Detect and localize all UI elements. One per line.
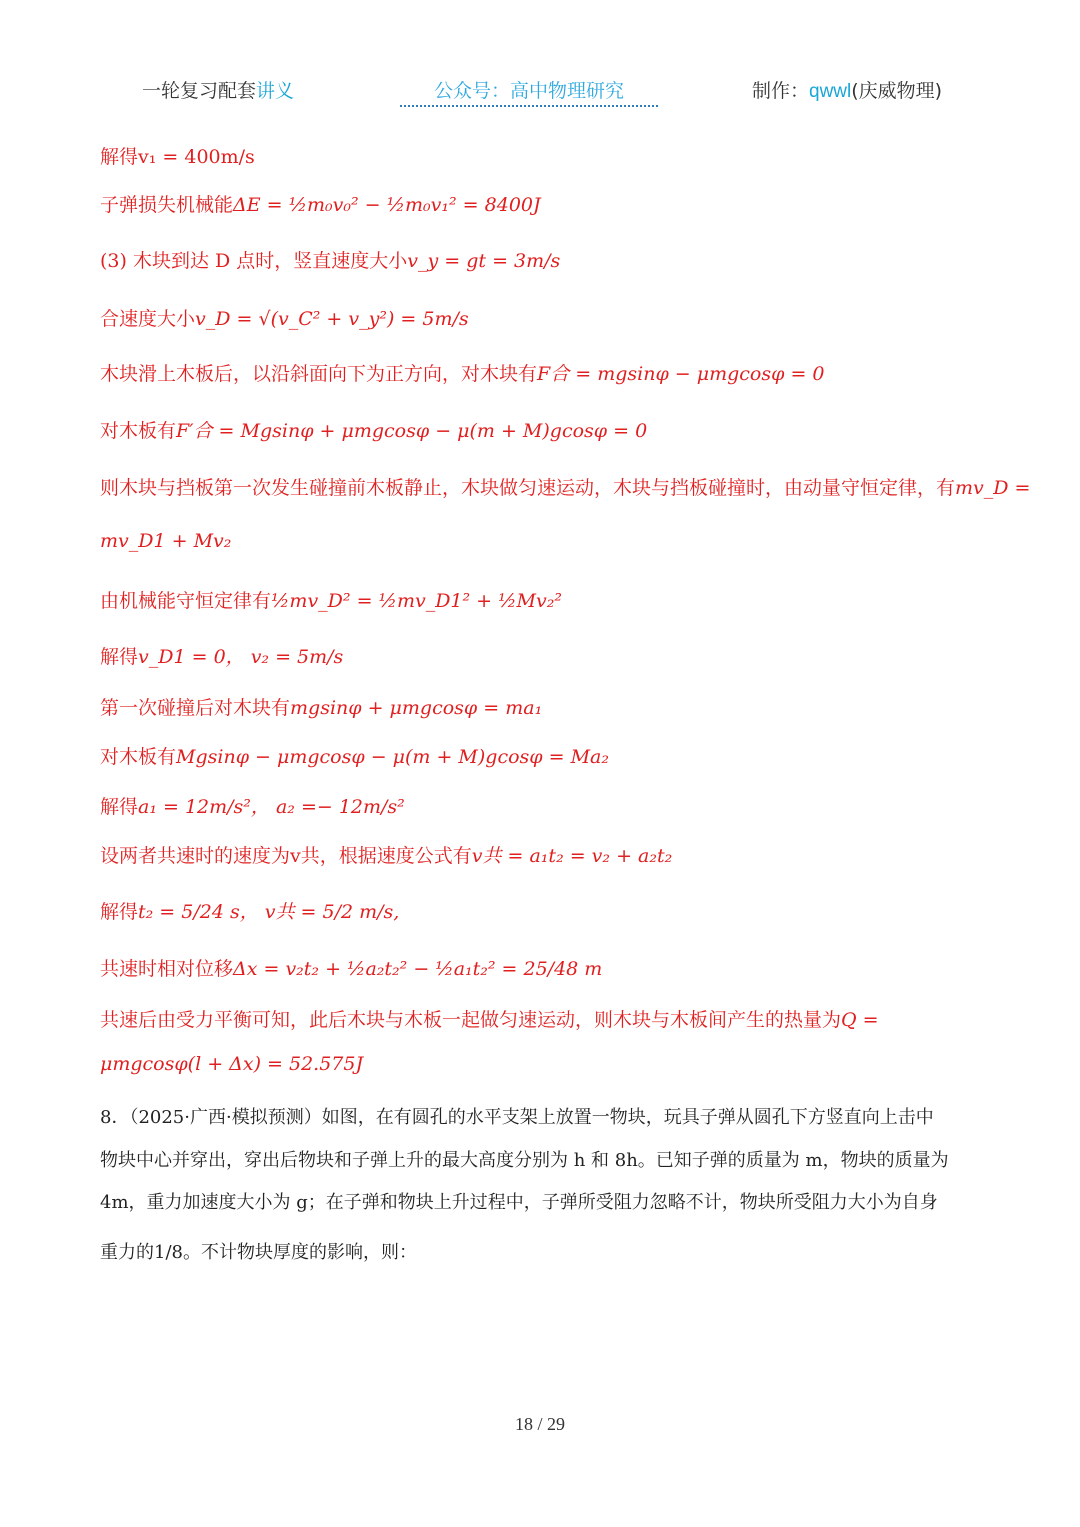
line-12-math: Mgsinφ − μmgcosφ − μ(m + M)gcosφ = Ma₂ — [176, 746, 609, 768]
page-header — [0, 72, 1080, 108]
line-2-text: 子弹损失机械能 — [100, 194, 234, 216]
solution-line-10 — [100, 642, 343, 669]
solution-line-4 — [100, 304, 469, 331]
solution-line-9 — [100, 586, 562, 613]
line-17-text: 共速后由受力平衡可知，此后木块与木板一起做匀速运动，则木块与木板间产生的热量为 — [100, 1009, 842, 1031]
header-left-suffix: 讲义 — [256, 80, 295, 102]
solution-line-18 — [100, 1053, 363, 1075]
line-2-math: ΔE = ½m₀v₀² − ½m₀v₁² = 8400J — [233, 194, 541, 216]
line-16-math: Δx = v₂t₂ + ½a₂t₂² − ½a₁t₂² = 25/48 m — [233, 958, 603, 980]
solution-line-15 — [100, 897, 399, 924]
line-6-math: F′合 = Mgsinφ + μmgcosφ − μ(m + M)gcosφ = 0 — [176, 420, 648, 442]
line-3-text: (3) 木块到达 D 点时，竖直速度大小 — [100, 250, 408, 272]
header-right-prefix: 制作： — [752, 80, 810, 102]
line-6-text: 对木板有 — [100, 420, 177, 442]
solution-line-6 — [100, 416, 647, 443]
line-11-text: 第一次碰撞后对木块有 — [100, 697, 291, 719]
line-14-math: v共 = a₁t₂ = v₂ + a₂t₂ — [471, 845, 673, 867]
solution-line-1 — [100, 142, 255, 169]
header-right-brand: qwwl — [809, 81, 852, 102]
line-11-math: mgsinφ + μmgcosφ = ma₁ — [290, 697, 543, 719]
header-right — [752, 76, 942, 103]
header-center-link[interactable]: 公众号：高中物理研究 — [400, 76, 658, 107]
question-line-1: 8．（2025·广西·模拟预测）如图，在有圆孔的水平支架上放置一物块，玩具子弹从圆孔下方竖直向上击中 — [100, 1107, 934, 1128]
line-14-text: 设两者共速时的速度为v共，根据速度公式有 — [100, 845, 472, 867]
solution-line-13 — [100, 792, 405, 819]
line-4-text: 合速度大小 — [100, 308, 196, 330]
solution-line-7 — [100, 473, 1030, 500]
question-line-3: 4m，重力加速度大小为 g；在子弹和物块上升过程中，子弹所受阻力忽略不计，物块所受阻力大小为自身 — [100, 1192, 938, 1213]
line-7-text: 则木块与挡板第一次发生碰撞前木板静止，木块做匀速运动，木块与挡板碰撞时，由动量守恒定律，有 — [100, 477, 956, 499]
page-number: 18 / 29 — [514, 1414, 565, 1434]
line-9-text: 由机械能守恒定律有 — [100, 590, 272, 612]
line-5-text: 木块滑上木板后，以沿斜面向下为正方向，对木块有 — [100, 363, 538, 385]
line-15-math: t₂ = 5/24 s， v共 = 5/2 m/s, — [138, 901, 400, 923]
solution-line-11 — [100, 693, 542, 720]
solution-line-14 — [100, 841, 672, 868]
solution-line-12 — [100, 742, 609, 769]
line-17-math: Q = — [841, 1009, 879, 1031]
line-4-math: v_D = √(v_C² + v_y²) = 5m/s — [195, 308, 469, 330]
line-3-math: v_y = gt = 3m/s — [407, 250, 561, 272]
question-line-4: 重力的1/8。不计物块厚度的影响，则： — [100, 1242, 417, 1263]
line-13-text: 解得 — [100, 796, 139, 818]
line-16-text: 共速时相对位移 — [100, 958, 234, 980]
solution-line-3 — [100, 246, 560, 273]
question-line-2: 物块中心并穿出，穿出后物块和子弹上升的最大高度分别为 h 和 8h。已知子弹的质量为 m，物块的质量为 — [100, 1150, 949, 1171]
line-12-text: 对木板有 — [100, 746, 177, 768]
line-10-text: 解得 — [100, 646, 139, 668]
solution-line-5 — [100, 359, 825, 386]
solution-line-8 — [100, 530, 231, 552]
line-8-math: mv_D1 + Mv₂ — [100, 530, 232, 552]
line-15-text: 解得 — [100, 901, 139, 923]
solution-line-16 — [100, 954, 602, 981]
line-18-math: μmgcosφ(l + Δx) = 52.575J — [100, 1053, 364, 1075]
solution-line-17 — [100, 1005, 879, 1032]
header-left — [142, 76, 294, 103]
line-9-math: ½mv_D² = ½mv_D1² + ½Mv₂² — [271, 590, 562, 612]
line-7-math: mv_D = — [955, 477, 1031, 499]
line-13-math: a₁ = 12m/s²， a₂ =− 12m/s² — [138, 796, 405, 818]
line-10-math: v_D1 = 0， v₂ = 5m/s — [138, 646, 344, 668]
header-left-prefix: 一轮复习配套 — [142, 80, 257, 102]
line-5-math: F合 = mgsinφ − μmgcosφ = 0 — [537, 363, 825, 385]
solution-line-2 — [100, 190, 541, 217]
header-right-suffix: (庆威物理) — [851, 80, 943, 102]
line-1-text: 解得v₁ = 400m/s — [100, 146, 255, 168]
